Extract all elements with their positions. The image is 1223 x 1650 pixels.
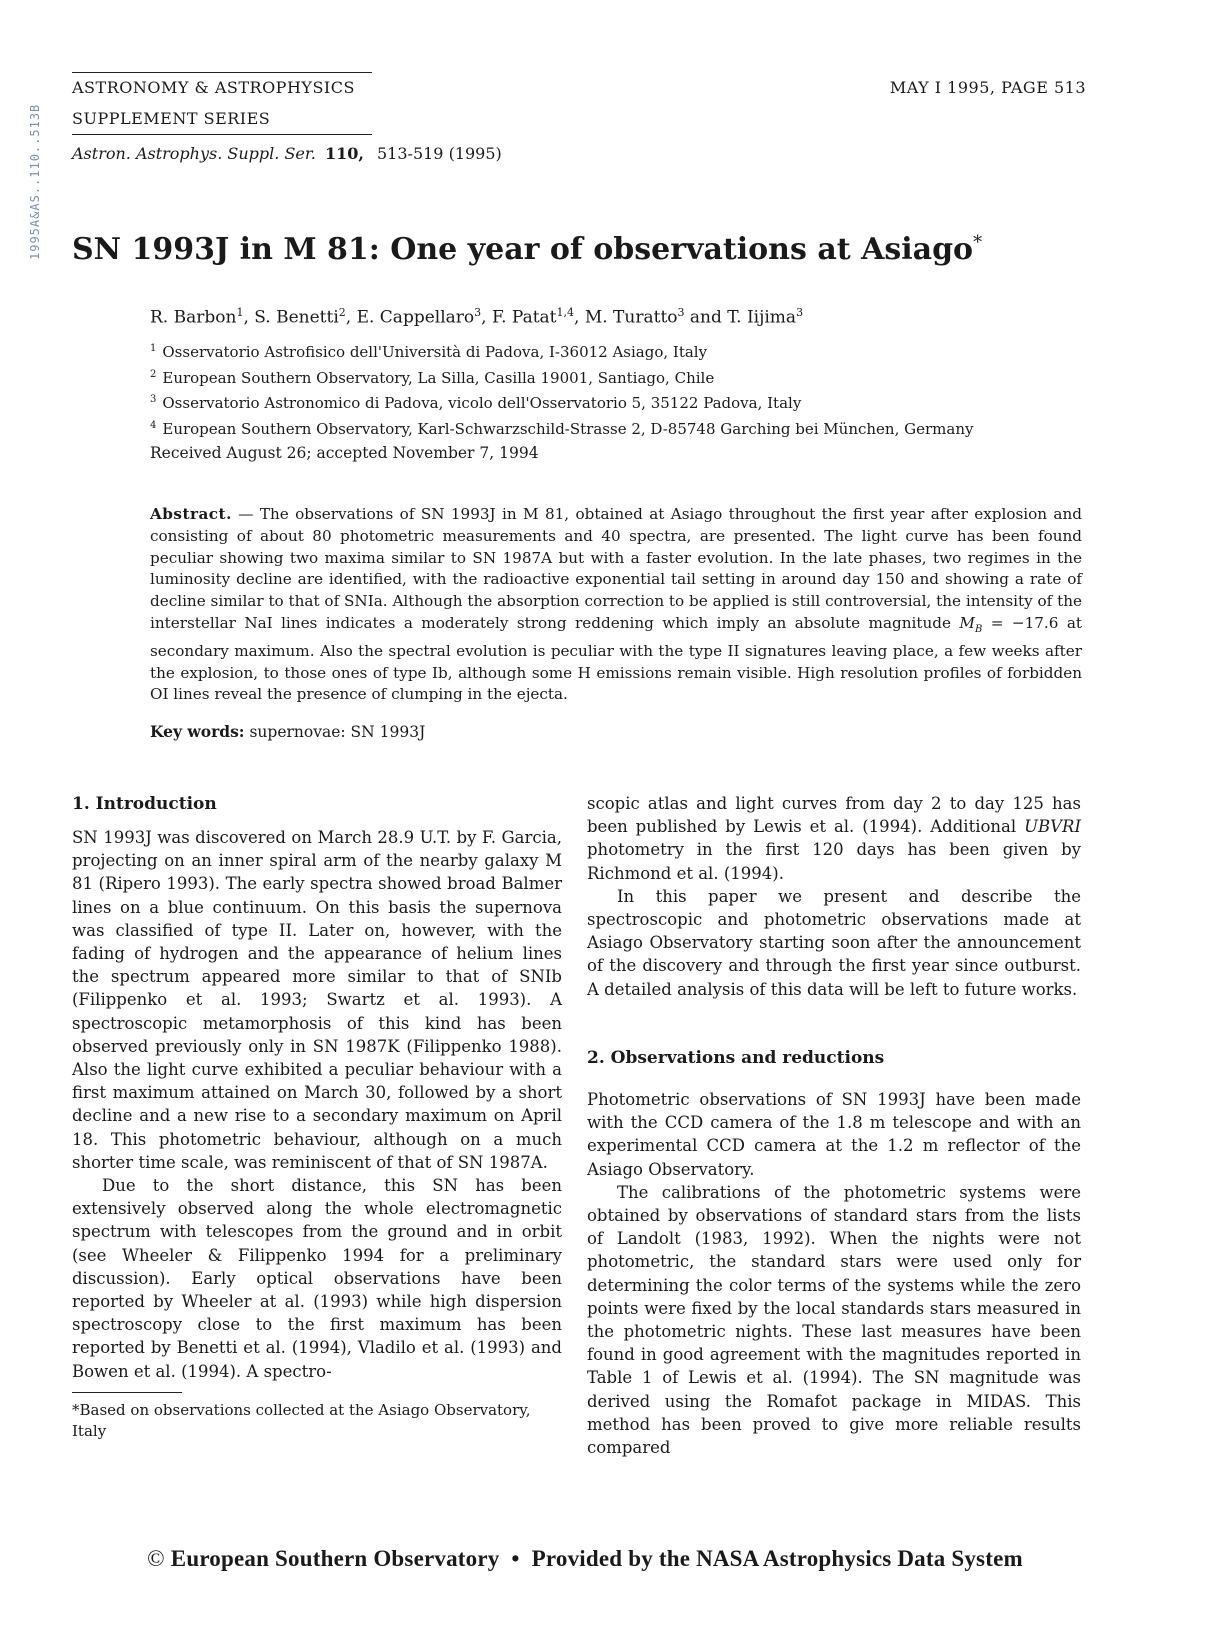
section-heading-observations: 2. Observations and reductions — [587, 1048, 885, 1068]
abstract-math-sub: B — [974, 624, 983, 636]
footer-eso: European Southern Observatory — [170, 1546, 500, 1571]
author-separator: , — [345, 307, 357, 328]
abstract-text-end: at secondary maximum. Also the spectral evolution is peculiar with the type II signatures leaving place, a few weeks after the explosion, to those ones of type Ib, although some H emissions remain visible. High resolution profiles of forbidden OI lines reveal the presence of clumping in the ejecta. — [150, 613, 1082, 704]
author-affiliation-mark: 2 — [338, 306, 346, 319]
affiliation-row — [150, 338, 973, 364]
left-column — [72, 826, 562, 1383]
photometric-bands: UBVRI — [1024, 817, 1081, 837]
intro-p2-cont-end: photometry in the first 120 days has been given by Richmond et al. (1994). — [587, 840, 1081, 883]
author-name: R. Barbon — [150, 307, 237, 328]
header-rule-bottom — [72, 134, 372, 135]
author-affiliation-mark: 3 — [474, 306, 482, 319]
obs-paragraph-1: Photometric observations of SN 1993J have been made with the CCD camera of the 1.8 m telescope and with an experimental CCD camera at the 1.2 m reflector of the Asiago Observatory. — [587, 1090, 1081, 1179]
affiliation-text: Osservatorio Astronomico di Padova, vicolo dell'Osservatorio 5, 35122 Padova, Italy — [162, 394, 802, 412]
keywords-text: supernovae: SN 1993J — [249, 723, 426, 741]
author-list — [150, 306, 803, 328]
affiliation-row — [150, 389, 973, 415]
paper-title-text: SN 1993J in M 81: One year of observations at Asiago — [72, 232, 974, 267]
footnote-rule — [72, 1392, 182, 1393]
obs-paragraph-2: The calibrations of the photometric systems were obtained by observations of standard stars from the lists of Landolt (1983, 1992). When the nights were not photometric, the standard stars were used only for determining the color terms of the systems while the zero points were fixed by the local standards stars measured in the photometric nights. These last measures have been found in good agreement with the magnitudes reported in Table 1 of Lewis et al. (1994). The SN magnitude was derived using the Romafot package in MIDAS. This method has been proved to give more reliable results compared — [587, 1182, 1081, 1458]
received-line: Received August 26; accepted November 7, 1994 — [150, 444, 539, 462]
citation-journal: Astron. Astrophys. Suppl. Ser. — [72, 144, 316, 163]
author-affiliation-mark: 1,4 — [556, 306, 575, 319]
affiliation-number: 4 — [150, 419, 157, 431]
citation-pages: 513-519 (1995) — [377, 144, 502, 163]
author-name: E. Cappellaro — [356, 307, 475, 328]
bibcode-stamp: 1995A&AS..110..513B — [28, 103, 42, 260]
author-affiliation-mark: 1 — [236, 306, 244, 319]
copyright-symbol: © — [147, 1546, 165, 1571]
journal-name: ASTRONOMY & ASTROPHYSICS — [72, 78, 355, 97]
title-footnote-mark: * — [973, 232, 983, 253]
journal-series: SUPPLEMENT SERIES — [72, 109, 271, 128]
affiliation-number: 3 — [150, 394, 157, 405]
author-name: M. Turatto — [584, 307, 678, 328]
affiliation-list — [150, 338, 973, 440]
affiliation-number: 2 — [150, 368, 157, 380]
footer-ads: Provided by the NASA Astrophysics Data System — [531, 1546, 1023, 1571]
author-separator: , — [574, 307, 585, 328]
abstract-math-var: M — [959, 613, 975, 632]
intro-paragraph-1: SN 1993J was discovered on March 28.9 U.T. by F. Garcia, projecting on an inner spiral arm of the nearby galaxy M 81 (Ripero 1993). The early spectra showed broad Balmer lines on a blue continuum. On this basis the supernova was classified of type II. Later on, however, with the fading of hydrogen and the appearance of helium lines the spectrum appeared more similar to that of SNIb (Filippenko et al. 1993; Swartz et al. 1993). A spectroscopic metamorphosis of this kind has been observed previously only in SN 1987K (Filippenko 1988). Also the light curve exhibited a peculiar behaviour with a first maximum attained on March 30, followed by a short decline and a new rise to a secondary maximum on April 18. This photometric behaviour, although on a much shorter time scale, was reminiscent of that of SN 1987A. — [72, 828, 562, 1172]
author-separator: , — [481, 307, 492, 328]
affiliation-row — [150, 415, 973, 441]
abstract-math-value: = −17.6 — [982, 613, 1059, 632]
title-footnote: *Based on observations collected at the Asiago Observatory, Italy — [72, 1401, 531, 1440]
author-name: F. Patat — [491, 307, 557, 328]
intro-paragraph-2: Due to the short distance, this SN has been extensively observed along the whole electromagnetic spectrum with telescopes from the ground and in orbit (see Wheeler & Filippenko 1994 for a preliminary discussion). Early optical observations have been reported by Wheeler at al. (1993) while high dispersion spectroscopy close to the first maximum has been reported by Benetti et al. (1994), Vladilo et al. (1993) and Bowen et al. (1994). A spectro- — [72, 1176, 562, 1381]
affiliation-text: Osservatorio Astrofisico dell'Università di Padova, I-36012 Asiago, Italy — [162, 343, 708, 361]
author-and: and — [684, 307, 728, 328]
keywords — [150, 722, 425, 741]
section-heading-introduction: 1. Introduction — [72, 794, 217, 814]
keywords-label: Key words: — [150, 722, 245, 741]
author-affiliation-mark: 3 — [677, 306, 685, 319]
footer-bullet: • — [511, 1546, 520, 1571]
citation-volume: 110, — [324, 144, 364, 163]
affiliation-number: 1 — [150, 343, 157, 354]
paper-title — [72, 232, 982, 267]
author-affiliation-mark: 3 — [796, 306, 804, 319]
affiliation-row — [150, 364, 973, 390]
issue-date-page: MAY I 1995, PAGE 513 — [889, 78, 1086, 97]
right-column-top — [587, 792, 1081, 1001]
intro-paragraph-2-continued — [587, 792, 1081, 885]
page-footer — [140, 1546, 1030, 1572]
abstract-dash: — — [231, 505, 260, 523]
author-name: S. Benetti — [254, 307, 339, 328]
affiliation-text: European Southern Observatory, La Silla, Casilla 19001, Santiago, Chile — [162, 368, 715, 387]
intro-p2-cont-text: scopic atlas and light curves from day 2 to day 125 has been published by Lewis et al. (1994). Additional — [587, 794, 1081, 837]
abstract-text: The observations of SN 1993J in M 81, obtained at Asiago throughout the first year after explosion and consisting of about 80 photometric measurements and 40 spectra, are presented. The light curve has been found peculiar showing two maxima similar to SN 1987A but with a faster evolution. In the late phases, two regimes in the luminosity decline are identified, with the radioactive exponential tail setting in around day 150 and showing a rate of decline similar to that of SNIa. Although the absorption correction to be applied is still controversial, the intensity of the interstellar NaI lines indicates a moderately strong reddening which imply an absolute magnitude — [150, 505, 1082, 632]
affiliation-text: European Southern Observatory, Karl-Schwarzschild-Strasse 2, D-85748 Garching bei München, Germany — [162, 419, 974, 438]
header-rule-top — [72, 72, 372, 73]
citation-line — [72, 144, 502, 163]
abstract-label: Abstract. — [150, 505, 232, 523]
right-column-bottom — [587, 1088, 1081, 1459]
intro-paragraph-3: In this paper we present and describe the spectroscopic and photometric observations made at Asiago Observatory starting soon after the announcement of the discovery and through the first year since outburst. A detailed analysis of this data will be left to future works. — [587, 886, 1081, 999]
abstract — [150, 504, 1082, 706]
author-name: T. Iijima — [727, 307, 797, 328]
author-separator: , — [243, 307, 255, 328]
